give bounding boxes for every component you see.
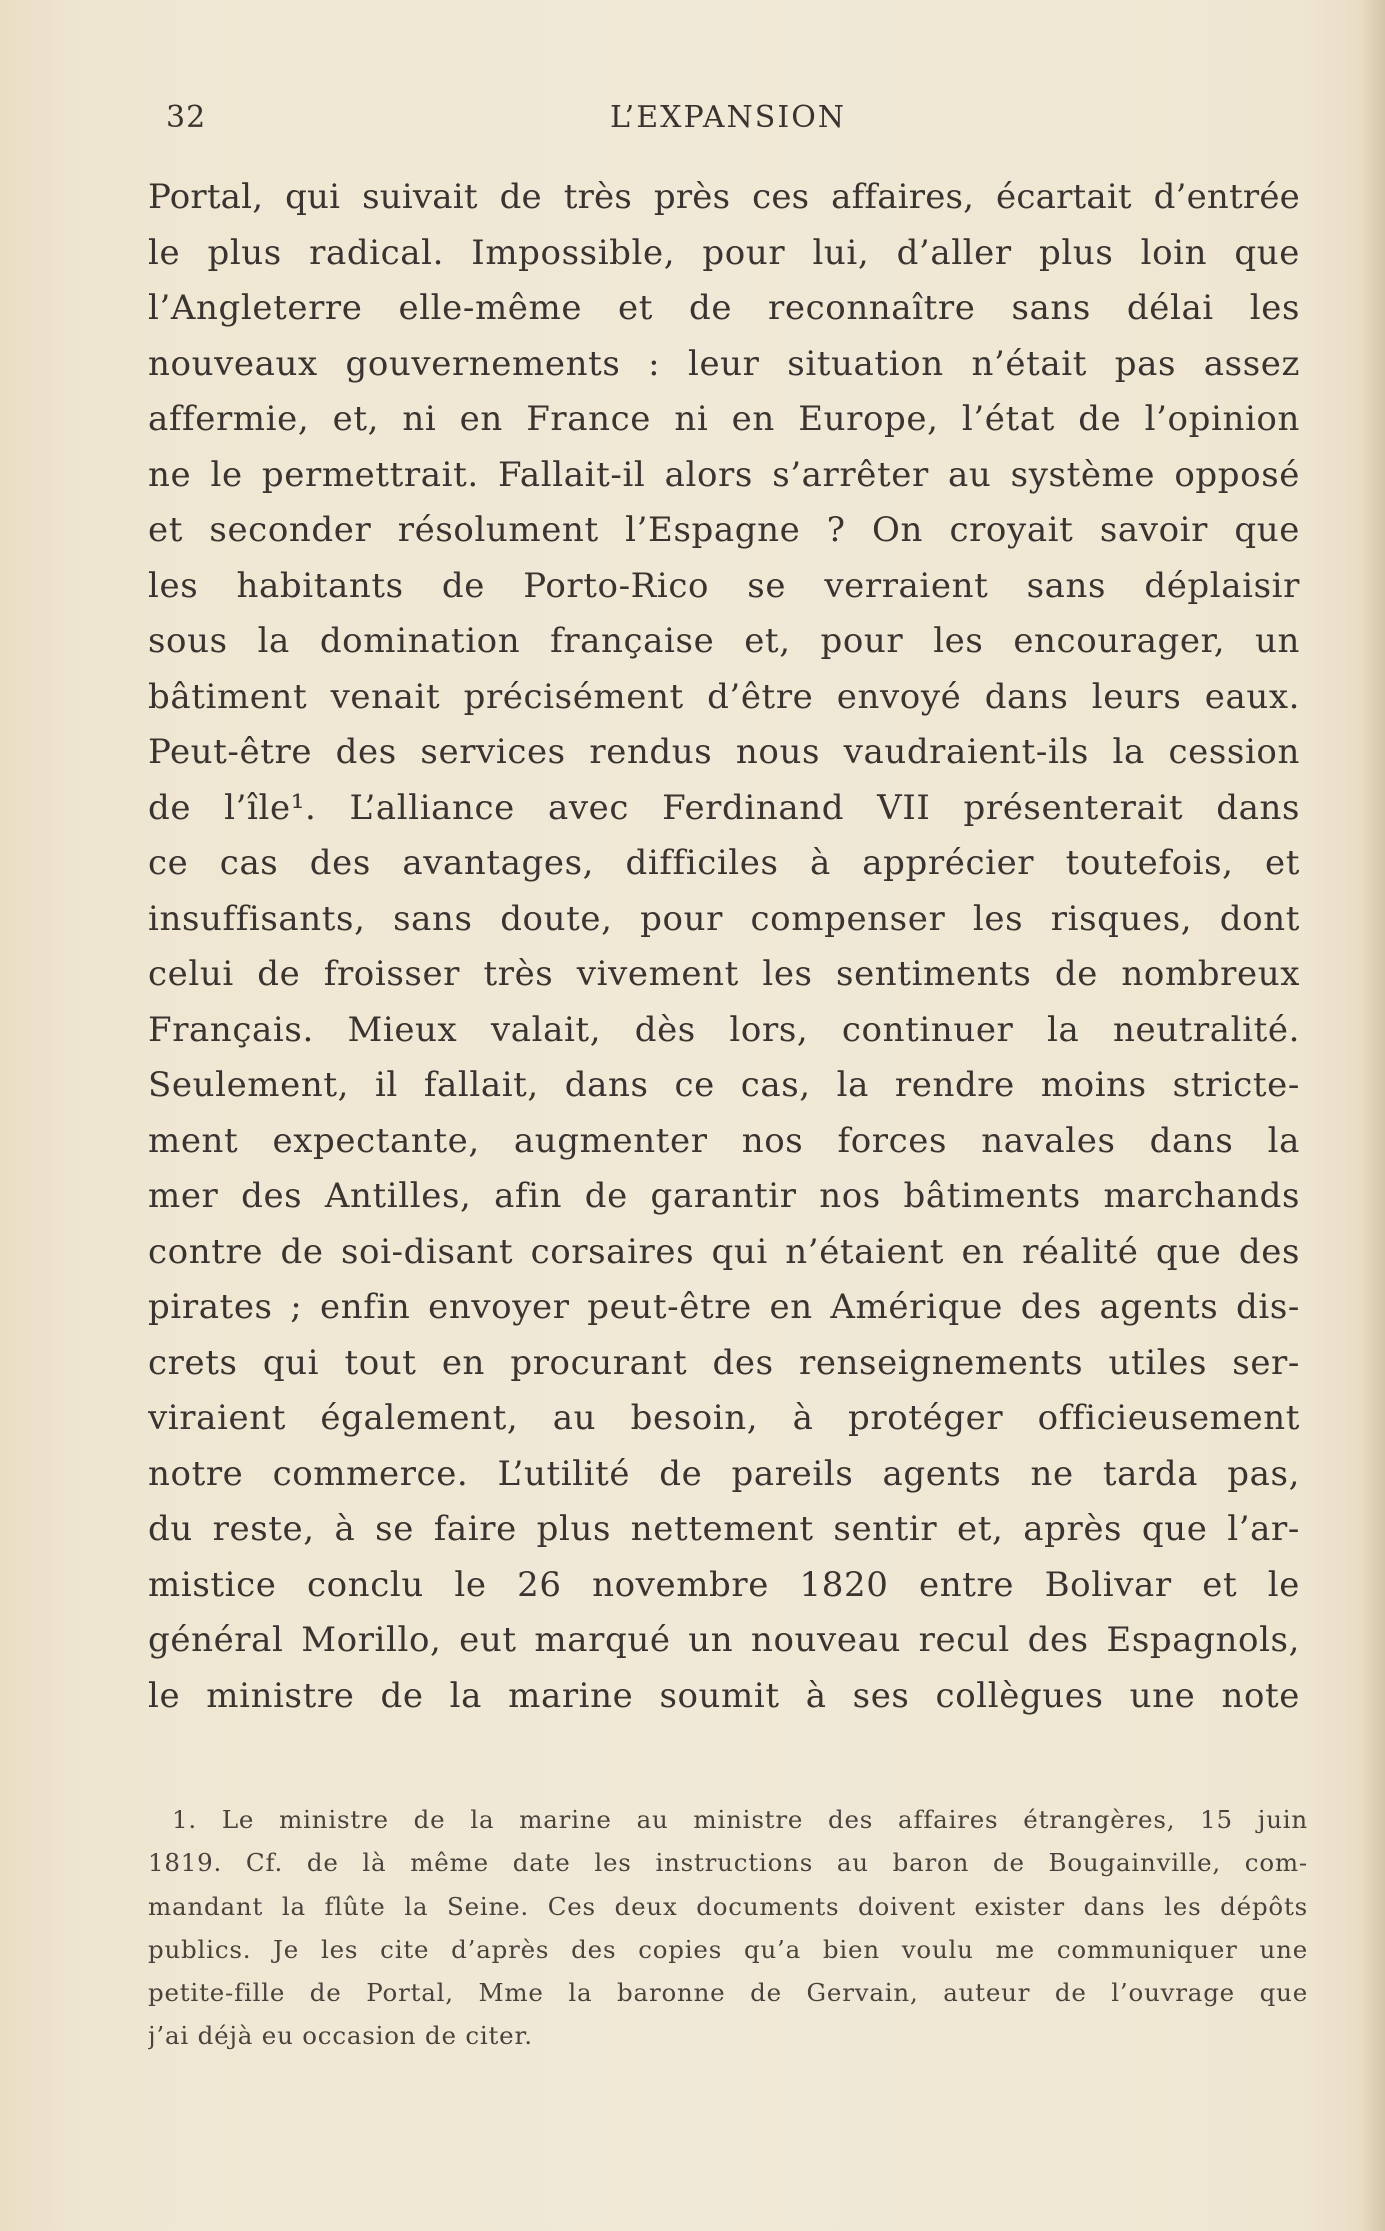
text-line: nouveaux gouvernements : leur situation n’était pas assez: [148, 343, 1300, 384]
text-line: ne le permettrait. Fallait-il alors s’arrêter au système opposé: [148, 454, 1300, 495]
text-line: Peut-être des services rendus nous vaudraient-ils la cession: [148, 732, 1300, 772]
text-line: contre de soi-disant corsaires qui n’étaient en réalité que des: [148, 1231, 1300, 1272]
text-line: et seconder résolument l’Espagne ? On croyait savoir que: [148, 510, 1300, 550]
footnote-line: 1819. Cf. de là même date les instructions au baron de Bougainville, com-: [148, 1848, 1308, 1878]
text-line: celui de froisser très vivement les sentiments de nombreux: [148, 954, 1300, 994]
page-edge-shadow: [1359, 0, 1385, 2231]
text-line: insuffisants, sans doute, pour compenser les risques, dont: [148, 898, 1300, 939]
text-line: viraient également, au besoin, à protéger officieusement: [148, 1398, 1300, 1438]
text-line: du reste, à se faire plus nettement sentir et, après que l’ar-: [148, 1509, 1300, 1549]
text-line: crets qui tout en procurant des renseignements utiles ser-: [148, 1342, 1300, 1383]
text-line: ce cas des avantages, difficiles à apprécier toutefois, et: [148, 843, 1300, 883]
text-line: Seulement, il fallait, dans ce cas, la rendre moins stricte-: [148, 1065, 1300, 1105]
text-line: Français. Mieux valait, dès lors, continuer la neutralité.: [148, 1009, 1300, 1050]
footnote-line: mandant la flûte la Seine. Ces deux documents doivent exister dans les dépôts: [148, 1891, 1308, 1921]
text-line: de l’île¹. L’alliance avec Ferdinand VII présenterait dans: [148, 787, 1300, 828]
text-line: les habitants de Porto-Rico se verraient sans déplaisir: [148, 565, 1300, 606]
text-line: Portal, qui suivait de très près ces affaires, écartait d’entrée: [148, 177, 1300, 217]
footnote-line: petite-fille de Portal, Mme la baronne de Gervain, auteur de l’ouvrage que: [148, 1978, 1308, 2008]
page-header: [148, 100, 1308, 144]
text-line: ment expectante, augmenter nos forces navales dans la: [148, 1120, 1300, 1161]
text-line: général Morillo, eut marqué un nouveau recul des Espagnols,: [148, 1620, 1300, 1660]
footnote-line: 1. Le ministre de la marine au ministre des affaires étrangères, 15 juin: [172, 1805, 1308, 1834]
running-title: L’EXPANSION: [609, 100, 847, 135]
text-line: le ministre de la marine soumit à ses collègues une note: [148, 1675, 1300, 1716]
text-line: l’Angleterre elle-même et de reconnaître sans délai les: [148, 288, 1300, 328]
text-line: le plus radical. Impossible, pour lui, d’aller plus loin que: [148, 232, 1300, 273]
text-line: pirates ; enfin envoyer peut-être en Amérique des agents dis-: [148, 1287, 1300, 1327]
footnote-block: [148, 1798, 1308, 2058]
main-text-block: [148, 170, 1300, 1724]
page-number: 32: [166, 100, 207, 135]
text-line: mistice conclu le 26 novembre 1820 entre Bolivar et le: [148, 1564, 1300, 1605]
text-line: mer des Antilles, afin de garantir nos bâtiments marchands: [148, 1176, 1300, 1216]
footnote-line: j’ai déjà eu occasion de citer.: [148, 2021, 533, 2051]
text-line: affermie, et, ni en France ni en Europe, l’état de l’opinion: [148, 399, 1300, 439]
text-line: sous la domination française et, pour les encourager, un: [148, 621, 1300, 661]
text-line: bâtiment venait précisément d’être envoyé dans leurs eaux.: [148, 676, 1300, 717]
text-line: notre commerce. L’utilité de pareils agents ne tarda pas,: [148, 1453, 1300, 1494]
footnote-line: publics. Je les cite d’après des copies qu’a bien voulu me communiquer une: [148, 1934, 1308, 1964]
